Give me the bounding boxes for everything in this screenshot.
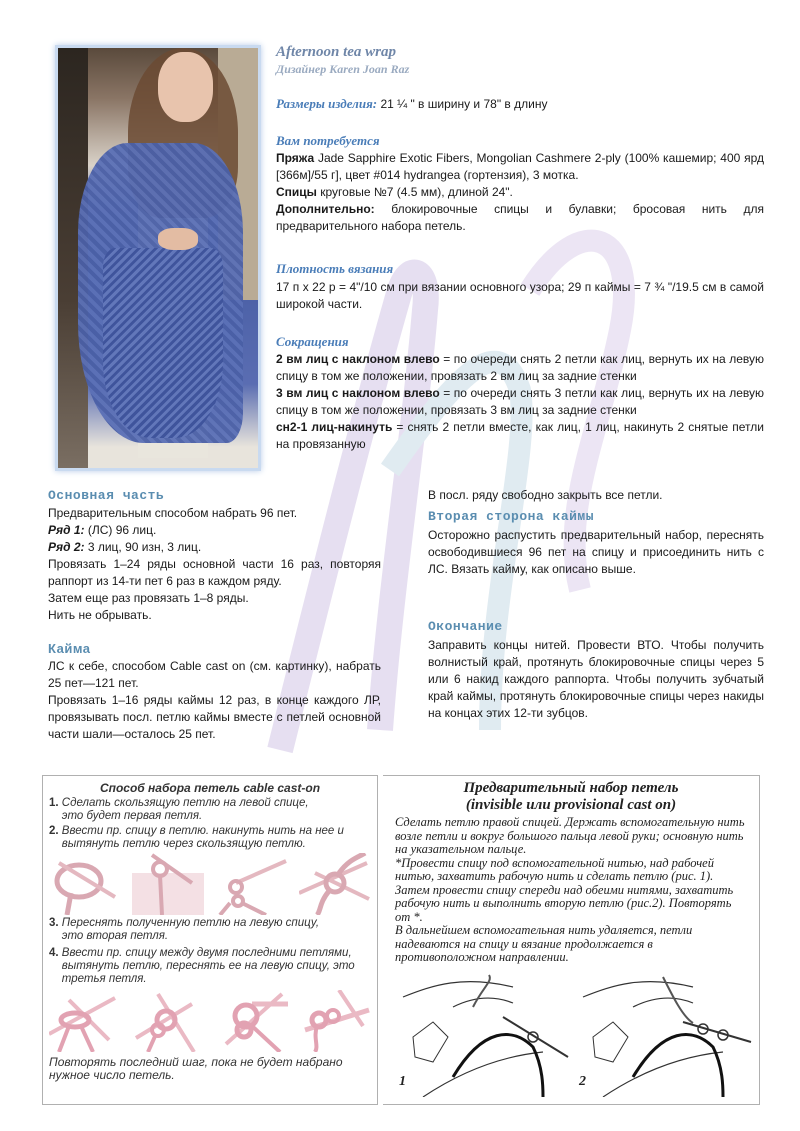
main-part-heading: Основная часть — [48, 488, 165, 503]
abbreviation-def: = снять 2 петли вместе, как лиц, 1 лиц, накинуть 2 снятые петли на провязанную — [276, 420, 764, 451]
wrap-photo — [55, 45, 261, 471]
step-text: Сделать скользящую петлю на левой спице, это будет первая петля. — [61, 797, 309, 822]
abbreviation-def: = по очереди снять 2 петли как лиц, вернуть их на левую спицу в том же положении, провязать 2 вм лиц за задние стенки — [276, 352, 764, 383]
hand-illustration-1 — [393, 967, 573, 1097]
repeat-instructions: Провязать 1–24 ряды основной части 16 раз, повторяя раппорт из 14-ти пет 6 раз в каждом ряду. — [48, 557, 381, 588]
abbreviation-def: = по очереди снять 3 петли как лиц, вернуть их на левую спицу в том же положении, провязать 3 вм лиц за задние стенки — [276, 386, 764, 417]
second-side-heading: Вторая сторона каймы — [428, 509, 595, 524]
cable-cast-on-box — [42, 775, 378, 1105]
gauge-heading: Плотность вязания — [276, 261, 394, 276]
needles-label: Спицы — [276, 185, 317, 199]
provisional-para-1: Сделать петлю правой спицей. Держать вспомогательную нить возле петли и вокруг большого пальца левой руки; основную нить на указательном пальце. — [395, 815, 745, 856]
step-number: 1. — [49, 797, 59, 809]
cable-footer: Повторять последний шаг, пока не будет набрано нужное число петель. — [49, 1055, 343, 1082]
repeat-rows-line: Затем еще раз провязать 1–8 ряды. — [48, 591, 249, 605]
border-rows: Провязать 1–16 ряды каймы 12 раз, в конце каждого ЛР, провязывать посл. петлю каймы вместе с петлей основной части шали—осталось 25 пет. — [48, 693, 381, 741]
figure-1 — [393, 967, 573, 1097]
cable-step — [49, 825, 371, 851]
needle-insert-illustration — [132, 853, 204, 915]
abbreviation-item — [276, 351, 764, 385]
cable-steps-3-4 — [43, 915, 377, 988]
cable-illustrations-row-1 — [43, 853, 377, 915]
step-text: Переснять полученную петлю на левую спицу, это вторая петля. — [61, 917, 320, 942]
extra-label: Дополнительно: — [276, 202, 375, 216]
yarn-line — [276, 150, 764, 184]
border-section — [48, 658, 381, 743]
abbreviation-term: сн2-1 лиц-накинуть — [276, 420, 393, 434]
abbreviation-item — [276, 385, 764, 419]
photo-face — [158, 52, 213, 122]
yarn-text: Jade Sapphire Exotic Fibers, Mongolian Cashmere 2-ply (100% кашемир; 400 ярд [366м]/55 г], цвет #014 hydrangea (гортензия), 3 мотка. — [276, 151, 764, 182]
hand-illustration-2 — [573, 967, 753, 1097]
finishing-text: Заправить концы нитей. Провести ВТО. Чтобы получить волнистый край, протянуть блокировочные спицы через 5 или 6 накид каждого раппорта. Чтобы получить зубчатый край каймы, протянуть блокировочные спицы через накиды на концах этих 12-ти зубцов. — [428, 638, 764, 720]
figure-2 — [573, 967, 753, 1097]
second-side-text: Осторожно распустить предварительный набор, переснять освободившиеся 96 пет на спицу и присоединить нить с ЛС. Вязать кайму, как описано выше. — [428, 528, 764, 576]
provisional-figures — [383, 967, 759, 1097]
main-part-section — [48, 505, 381, 624]
abbreviation-term: 3 вм лиц с наклоном влево — [276, 386, 440, 400]
photo-hand — [158, 228, 198, 250]
size-line — [276, 95, 776, 113]
loop-transfer-illustration — [299, 853, 371, 915]
provisional-para-3: В дальнейшем вспомогательная нить удаляется, петли надеваются на спицу и вязание продолжается в противоположном направлении. — [395, 923, 693, 964]
step-number: 2. — [49, 825, 59, 837]
pattern-title: Afternoon tea wrap — [276, 44, 397, 60]
third-loop-illustration-4 — [299, 990, 371, 1052]
row-2-text: 3 лиц, 90 изн, 3 лиц. — [84, 540, 202, 554]
abbreviation-term: 2 вм лиц с наклоном влево — [276, 352, 440, 366]
photo-shawl-lace — [103, 248, 223, 438]
step-text: Ввести пр. спицу в петлю. накинуть нить на нее и вытянуть петлю через скользящую петлю. — [61, 825, 344, 850]
border-heading: Кайма — [48, 641, 91, 656]
yarn-label: Пряжа — [276, 151, 315, 165]
row-1-text: (ЛС) 96 лиц. — [84, 523, 157, 537]
bind-off-line: В посл. ряду свободно закрыть все петли. — [428, 488, 663, 502]
provisional-title-1: Предварительный набор петель — [463, 780, 679, 796]
provisional-text — [383, 814, 757, 967]
extra-text: блокировочные спицы и булавки; бросовая нить для предварительного набора петель. — [276, 202, 764, 233]
third-loop-illustration-3 — [216, 990, 288, 1052]
gauge-text: 17 п х 22 р = 4"/10 см при вязании основного узора; 29 п каймы = 7 ¾ "/19.5 см в самой широкой части. — [276, 280, 764, 311]
cable-step — [49, 917, 371, 943]
provisional-title-2: (invisible или provisional cast on) — [465, 797, 677, 813]
step-number: 3. — [49, 917, 59, 929]
cable-step — [49, 947, 371, 986]
cable-illustrations-row-2 — [43, 990, 377, 1052]
step-number: 4. — [49, 947, 59, 959]
figure-1-label: 1 — [399, 1074, 406, 1089]
thread-line: Нить не обрывать. — [48, 608, 152, 622]
extra-line — [276, 201, 764, 235]
cast-on-line: Предварительным способом набрать 96 пет. — [48, 506, 298, 520]
finishing-heading: Окончание — [428, 619, 503, 634]
needles-line — [276, 184, 764, 201]
row-1-label: Ряд 1: — [48, 523, 85, 537]
loop-pull-illustration — [216, 853, 288, 915]
third-loop-illustration-1 — [49, 990, 121, 1052]
abbreviation-item — [276, 419, 764, 453]
provisional-para-2: *Провести спицу под вспомогательной нитью, над рабочей нитью, захватить рабочую нить и сделать петлю (рис. 1). Затем провести спицу спереди над обеими нитями, захватить рабочую нить и выполнить вторую петлю (рис.2). Повторять от *. — [395, 855, 734, 924]
third-loop-illustration-2 — [132, 990, 204, 1052]
cable-step — [49, 797, 371, 823]
designer-name: Дизайнер Karen Joan Raz — [276, 62, 410, 76]
materials-section — [276, 150, 764, 235]
row-1 — [48, 522, 381, 539]
size-value: 21 ¼ " в ширину и 78" в длину — [380, 97, 548, 111]
row-2 — [48, 539, 381, 556]
cable-cast-on-title: Способ набора петель cable cast-on — [99, 781, 321, 795]
needles-text: круговые №7 (4.5 мм), длиной 24". — [320, 185, 513, 199]
materials-heading: Вам потребуется — [276, 133, 380, 148]
row-2-label: Ряд 2: — [48, 540, 85, 554]
cable-steps-1-2 — [43, 795, 377, 853]
provisional-cast-on-box — [383, 775, 760, 1105]
border-cast-on: ЛС к себе, способом Cable cast on (см. картинку), набрать 25 пет—121 пет. — [48, 659, 381, 690]
size-label: Размеры изделия: — [276, 96, 378, 111]
abbreviations-list — [276, 351, 764, 453]
step-text: Ввести пр. спицу между двумя последними петлями, вытянуть петлю, переснять ее на левую спицу, это третья петля. — [61, 947, 355, 985]
abbreviations-heading: Сокращения — [276, 334, 349, 349]
figure-2-label: 2 — [579, 1074, 586, 1089]
slip-knot-illustration — [49, 853, 121, 915]
